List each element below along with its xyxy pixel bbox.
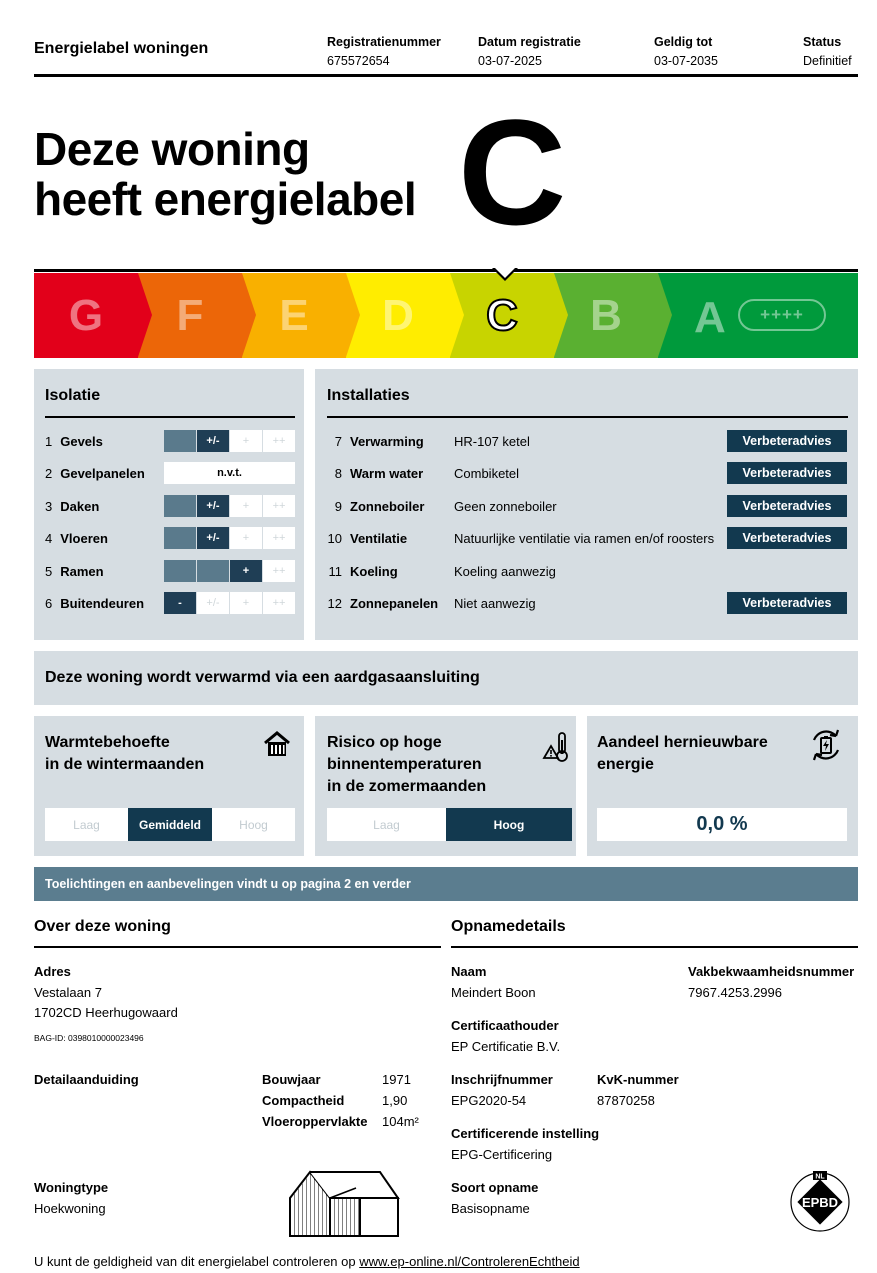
registratienummer-value: 675572654 — [327, 54, 390, 68]
row-value: Niet aanwezig — [454, 595, 536, 611]
row-name: Ventilatie — [350, 530, 408, 546]
vloer-label: Vloeroppervlakte — [262, 1114, 368, 1129]
level-cell: ++ — [263, 430, 295, 452]
headline-line2: heeft energielabel — [34, 173, 417, 225]
level-cell — [164, 527, 196, 549]
opname-title: Opnamedetails — [451, 918, 566, 935]
row-name: Ramen — [60, 563, 104, 579]
adres-label: Adres — [34, 964, 71, 979]
scale-letter-e: E — [279, 290, 309, 340]
geldig-label: Geldig tot — [654, 35, 713, 49]
scale-letter-d: D — [382, 290, 414, 340]
warmtebehoefte-selector — [45, 808, 295, 841]
warmtebehoefte-title — [45, 732, 204, 776]
adres-line1: Vestalaan 7 — [34, 985, 102, 1000]
detail-label: Detailaanduiding — [34, 1072, 139, 1087]
registratienummer-label: Registratienummer — [327, 35, 441, 49]
cert-value: EP Certificatie B.V. — [451, 1039, 561, 1054]
level-cell: +/- — [197, 495, 229, 517]
risico-title-line3: in de zomermaanden — [327, 778, 487, 795]
hernieuwbaar-title — [597, 732, 768, 776]
row-number: 12 — [327, 595, 342, 611]
compact-value: 1,90 — [382, 1093, 408, 1108]
row-number: 2 — [45, 465, 53, 481]
note-text: Toelichtingen en aanbevelingen vindt u op pagina 2 en verder — [45, 877, 411, 891]
status-label: Status — [803, 35, 842, 49]
document-title: Energielabel woningen — [34, 40, 209, 57]
row-name: Daken — [60, 498, 100, 514]
level-cell: + — [230, 495, 262, 517]
row-number: 10 — [327, 530, 342, 546]
insulation-level-bar — [164, 527, 295, 549]
row-name: Gevelpanelen — [60, 465, 145, 481]
scale-arrow — [450, 273, 464, 357]
datum-label: Datum registratie — [478, 35, 581, 49]
inschr-label: Inschrijfnummer — [451, 1072, 553, 1087]
level-cell: ++ — [263, 592, 295, 614]
bouwjaar-label: Bouwjaar — [262, 1072, 321, 1087]
datum-block — [478, 33, 581, 71]
nvt-indicator: n.v.t. — [164, 462, 295, 484]
registratienummer-block — [327, 33, 441, 71]
scale-segment-b — [554, 273, 658, 358]
inst-value: EPG-Certificering — [451, 1147, 553, 1162]
row-name: Koeling — [350, 563, 398, 579]
scale-arrow — [658, 273, 672, 357]
level-cell: +/- — [197, 430, 229, 452]
energy-label-letter: C — [458, 88, 567, 256]
isolatie-row — [45, 592, 144, 614]
row-name: Buitendeuren — [60, 595, 145, 611]
row-name: Zonnepanelen — [350, 595, 439, 611]
status-value: Definitief — [803, 54, 852, 68]
scale-arrow — [242, 273, 256, 357]
house-heating-icon — [262, 730, 292, 763]
verbeteradvies-button[interactable]: Verbeteradvies — [727, 430, 847, 452]
headline — [34, 124, 416, 224]
vloer-value: 104m² — [382, 1114, 419, 1129]
row-value: Combiketel — [454, 465, 520, 481]
compact-label: Compactheid — [262, 1093, 345, 1108]
bouwjaar-value: 1971 — [382, 1072, 411, 1087]
scale-letter-c: C — [486, 290, 518, 340]
scale-arrow — [554, 273, 568, 357]
energy-label-scale — [34, 273, 858, 358]
header-divider — [34, 74, 858, 77]
level-cell: + — [230, 527, 262, 549]
level-cell: ++ — [263, 560, 295, 582]
row-number: 7 — [334, 433, 342, 449]
risico-selector — [327, 808, 572, 841]
kvk-value: 87870258 — [597, 1093, 655, 1108]
scale-segment-c — [450, 273, 554, 358]
soort-label: Soort opname — [451, 1180, 539, 1195]
gas-text: Deze woning wordt verwarmd via een aardgasaansluiting — [45, 669, 480, 686]
level-cell: + — [230, 592, 262, 614]
scale-segment-d — [346, 273, 450, 358]
level-cell: +/- — [197, 527, 229, 549]
row-number: 9 — [334, 498, 342, 514]
row-number: 8 — [334, 465, 342, 481]
epbd-logo — [786, 1168, 856, 1239]
isolatie-row — [45, 495, 99, 517]
row-name: Zonneboiler — [350, 498, 425, 514]
risico-option: Hoog — [446, 808, 572, 841]
scale-segment-a — [658, 273, 858, 358]
warmtebehoefte-title-line1: Warmtebehoefte — [45, 734, 170, 751]
row-name: Warm water — [350, 465, 424, 481]
thermometer-warning-icon — [542, 730, 570, 769]
adres-line2: 1702CD Heerhugowaard — [34, 1005, 178, 1020]
row-name: Gevels — [60, 433, 103, 449]
woningtype-value: Hoekwoning — [34, 1201, 106, 1216]
row-number: 4 — [45, 530, 53, 546]
status-block — [803, 33, 852, 71]
hernieuwbaar-value: 0,0 % — [597, 808, 847, 841]
scale-letter-g: G — [68, 290, 104, 340]
scale-letter-f: F — [176, 290, 204, 340]
row-value: Natuurlijke ventilatie via ramen en/of roosters — [454, 530, 715, 546]
isolatie-row — [45, 527, 108, 549]
isolatie-row — [45, 462, 145, 484]
risico-title-line2: binnentemperaturen — [327, 756, 482, 773]
installatie-row — [327, 430, 424, 452]
risico-title — [327, 732, 486, 798]
cert-label: Certificaathouder — [451, 1018, 559, 1033]
warmte-option: Laag — [45, 808, 128, 841]
level-cell — [164, 560, 196, 582]
row-number: 6 — [45, 595, 53, 611]
scale-letter-a: A — [694, 293, 726, 342]
row-number: 1 — [45, 433, 53, 449]
scale-letter-b: B — [590, 290, 622, 340]
verbeteradvies-button[interactable]: Verbeteradvies — [727, 495, 847, 517]
insulation-level-bar — [164, 430, 295, 452]
warmte-option: Gemiddeld — [128, 808, 212, 841]
geldig-block — [654, 33, 718, 71]
hernieuwbaar-title-line2: energie — [597, 756, 654, 773]
row-number: 5 — [45, 563, 53, 579]
isolatie-divider — [45, 416, 295, 418]
row-value: Geen zonneboiler — [454, 498, 557, 514]
insulation-level-bar — [164, 560, 295, 582]
woning-divider — [34, 946, 441, 948]
woning-title: Over deze woning — [34, 918, 171, 935]
insulation-level-bar — [164, 495, 295, 517]
scale-segment-f — [138, 273, 242, 358]
row-name: Verwarming — [350, 433, 424, 449]
level-cell: ++ — [263, 495, 295, 517]
installaties-divider — [327, 416, 848, 418]
kvk-label: KvK-nummer — [597, 1072, 679, 1087]
scale-pointer-inner — [495, 268, 515, 278]
scale-segment-g — [34, 273, 138, 358]
level-cell: - — [164, 592, 196, 614]
naam-label: Naam — [451, 964, 487, 979]
verbeteradvies-button[interactable]: Verbeteradvies — [727, 527, 847, 549]
geldig-value: 03-07-2035 — [654, 54, 718, 68]
row-name: Vloeren — [60, 530, 108, 546]
level-cell — [197, 560, 229, 582]
footer — [34, 1254, 580, 1269]
risico-title-line1: Risico op hoge — [327, 734, 442, 751]
hernieuwbaar-title-line1: Aandeel hernieuwbare — [597, 734, 768, 751]
installatie-row — [327, 560, 398, 582]
row-number: 3 — [45, 498, 53, 514]
inst-label: Certificerende instelling — [451, 1126, 600, 1141]
verbeteradvies-button[interactable]: Verbeteradvies — [727, 462, 847, 484]
corner-house-icon — [286, 1168, 404, 1245]
a-plus-pill: ++++ — [738, 299, 826, 331]
footer-link[interactable]: www.ep-online.nl/ControlerenEchtheid — [359, 1254, 580, 1269]
installatie-row — [327, 592, 438, 614]
installatie-row — [327, 527, 407, 549]
soort-value: Basisopname — [451, 1201, 530, 1216]
level-cell: + — [230, 560, 262, 582]
level-cell: ++ — [263, 527, 295, 549]
insulation-level-bar — [164, 592, 295, 614]
level-cell: +/- — [197, 592, 229, 614]
scale-segment-e — [242, 273, 346, 358]
scale-arrow — [346, 273, 360, 357]
warmtebehoefte-title-line2: in de wintermaanden — [45, 756, 205, 773]
footer-text: U kunt de geldigheid van dit energielabel controleren op — [34, 1254, 360, 1269]
epbd-logo-country: NL — [815, 1173, 825, 1181]
installaties-title: Installaties — [327, 387, 410, 404]
epbd-logo-text: EPBD — [801, 1195, 839, 1210]
isolatie-title: Isolatie — [45, 387, 101, 404]
datum-value: 03-07-2025 — [478, 54, 542, 68]
headline-line1: Deze woning — [34, 123, 310, 175]
opname-divider — [451, 946, 858, 948]
row-number: 11 — [328, 563, 342, 579]
renewable-battery-icon — [808, 728, 844, 767]
vak-label: Vakbekwaamheidsnummer — [688, 964, 855, 979]
bag-id: BAG-ID: 0398010000023496 — [34, 1033, 144, 1043]
verbeteradvies-button[interactable]: Verbeteradvies — [727, 592, 847, 614]
level-cell: + — [230, 430, 262, 452]
installatie-row — [327, 495, 424, 517]
level-cell — [164, 430, 196, 452]
naam-value: Meindert Boon — [451, 985, 536, 1000]
risico-option: Laag — [327, 808, 446, 841]
isolatie-row — [45, 430, 103, 452]
isolatie-row — [45, 560, 104, 582]
row-value: HR-107 ketel — [454, 433, 530, 449]
woningtype-label: Woningtype — [34, 1180, 109, 1195]
level-cell — [164, 495, 196, 517]
scale-top-line — [34, 269, 858, 272]
scale-arrow — [138, 273, 152, 357]
installatie-row — [327, 462, 423, 484]
inschr-value: EPG2020-54 — [451, 1093, 527, 1108]
warmte-option: Hoog — [212, 808, 295, 841]
vak-value: 7967.4253.2996 — [688, 985, 782, 1000]
row-value: Koeling aanwezig — [454, 563, 556, 579]
